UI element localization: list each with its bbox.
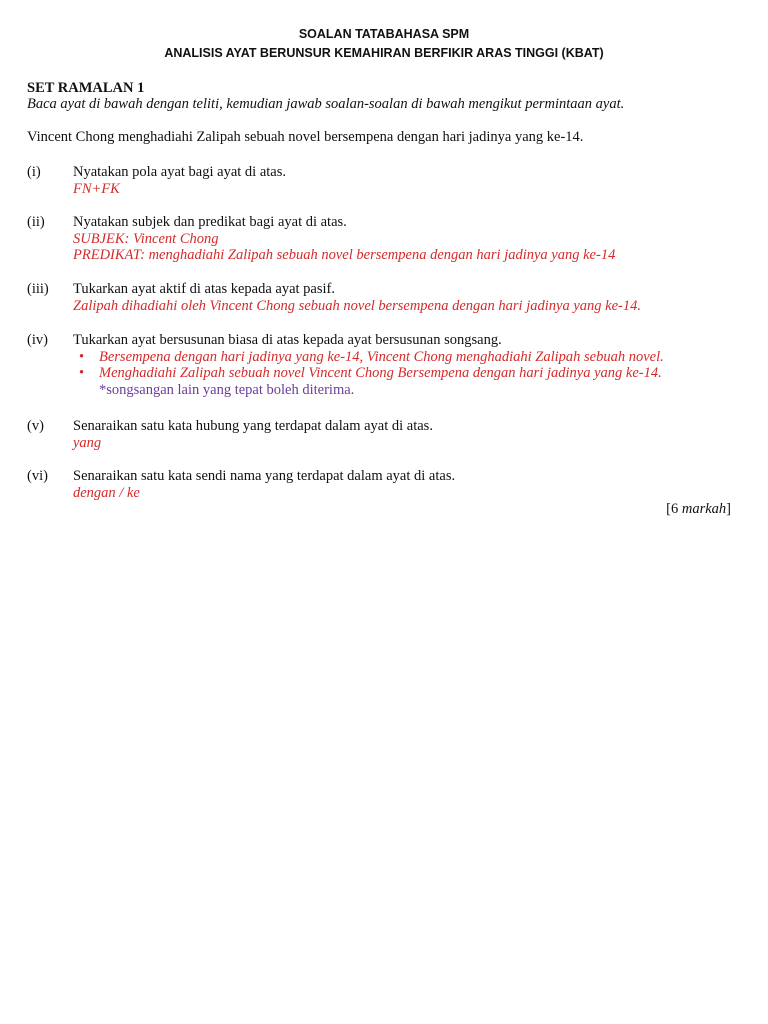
question-number: (vi) <box>27 468 48 484</box>
question-number: (ii) <box>27 214 45 230</box>
answer-text: dengan / ke <box>73 484 140 501</box>
set-title: SET RAMALAN 1 <box>27 80 145 96</box>
question-text: Senaraikan satu kata sendi nama yang terdapat dalam ayat di atas. <box>73 468 456 484</box>
answer-text: Zalipah dihadiahi oleh Vincent Chong sebuah novel bersempena dengan hari jadinya yang ke-14. <box>73 297 641 314</box>
question-text: Senaraikan satu kata hubung yang terdapat dalam ayat di atas. <box>73 418 433 434</box>
marks-word: markah <box>681 501 727 517</box>
marks-label <box>666 501 731 518</box>
document-title: SOALAN TATABAHASA SPM <box>298 27 470 41</box>
question-text: Nyatakan subjek dan predikat bagi ayat di atas. <box>73 214 347 230</box>
answer-text: yang <box>73 434 102 451</box>
question-number: (v) <box>27 418 44 434</box>
question-number: (i) <box>27 164 41 180</box>
stimulus-sentence: Vincent Chong menghadiahi Zalipah sebuah novel bersempena dengan hari jadinya yang ke-14. <box>27 129 584 145</box>
answer-list <box>73 349 737 382</box>
question-number: (iii) <box>27 281 49 297</box>
question-text: Nyatakan pola ayat bagi ayat di atas. <box>73 164 286 180</box>
answer-subject: SUBJEK: Vincent Chong <box>73 230 219 247</box>
list-item: • Menghadiahi Zalipah sebuah novel Vincent Chong Bersempena dengan hari jadinya yang ke-14. <box>73 365 737 382</box>
answer-predicate: PREDIKAT: menghadiahi Zalipah sebuah novel bersempena dengan hari jadinya yang ke-14 <box>73 247 616 263</box>
list-item: • Bersempena dengan hari jadinya yang ke-14, Vincent Chong menghadiahi Zalipah sebuah novel. <box>73 349 737 366</box>
answer-text: FN+FK <box>73 180 120 197</box>
document-subtitle: ANALISIS AYAT BERUNSUR KEMAHIRAN BERFIKIR ARAS TINGGI (KBAT) <box>164 46 604 60</box>
marks-close: ] <box>726 501 731 517</box>
marks-open: [6 <box>666 501 682 517</box>
question-number: (iv) <box>27 332 48 348</box>
question-text: Tukarkan ayat bersusunan biasa di atas kepada ayat bersusunan songsang. <box>73 332 502 348</box>
question-text: Tukarkan ayat aktif di atas kepada ayat pasif. <box>73 281 335 297</box>
answer-note: *songsangan lain yang tepat boleh diterima. <box>99 381 355 398</box>
instruction-text: Baca ayat di bawah dengan teliti, kemudian jawab soalan-soalan di bawah mengikut permintaan ayat. <box>27 96 625 112</box>
